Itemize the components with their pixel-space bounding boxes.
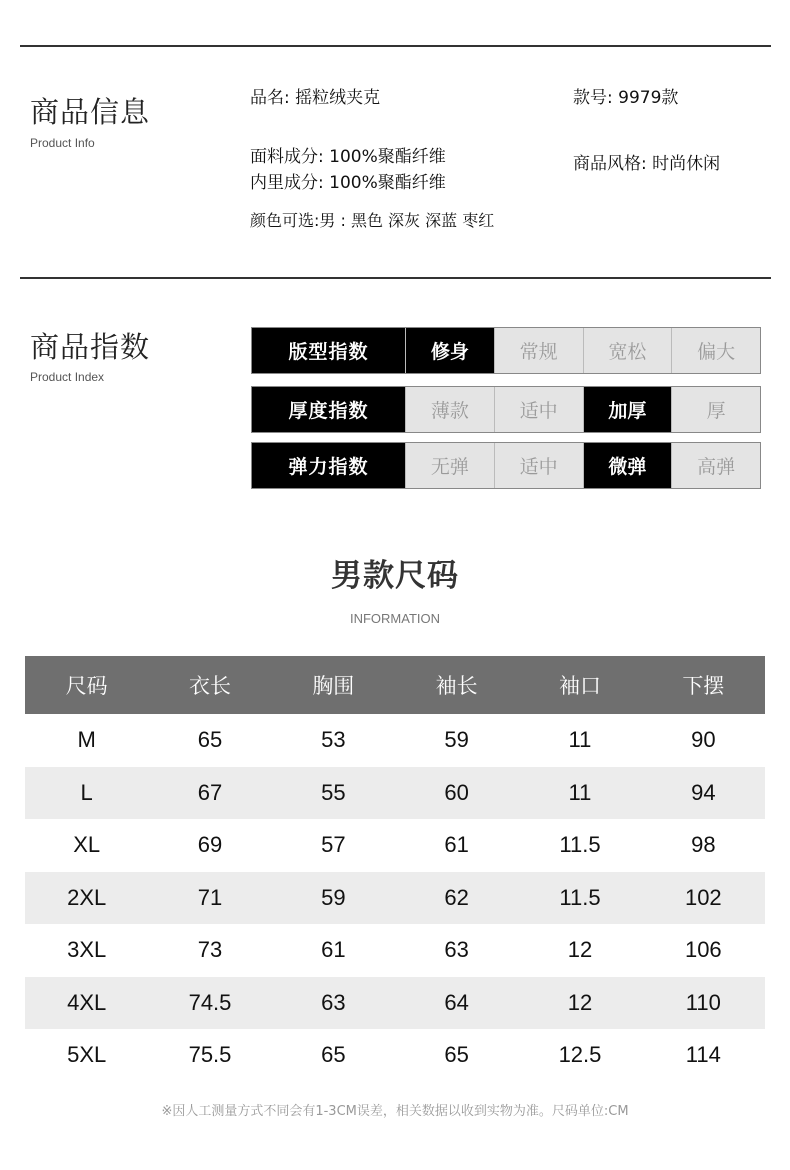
table-cell: 12 [518,977,641,1030]
index-label: 厚度指数 [252,387,405,432]
product-info-title: 商品信息 [30,95,151,129]
middle-divider [20,277,771,279]
column-header: 袖长 [395,656,518,714]
table-cell: 71 [148,872,271,925]
table-cell: 11 [568,727,592,753]
index-option: 薄款 [405,387,494,432]
table-cell: 69 [197,832,223,858]
size-chart-subtitle: INFORMATION [349,611,441,626]
table-cell: 4XL [25,977,148,1030]
table-cell: 65 [197,727,223,753]
thickness-index-row [251,386,761,433]
table-cell: 5XL [67,1042,107,1068]
table-cell: 11 [518,767,641,820]
table-cell: 62 [395,872,518,925]
table-row [25,924,765,977]
table-cell: 61 [321,937,346,963]
table-cell: 57 [321,832,346,858]
table-cell: L [25,767,148,820]
table-cell: 3XL [67,937,107,963]
product-style: 商品风格: 时尚休闲 [573,154,721,174]
column-header: 袖口 [518,656,641,714]
column-header: 衣长 [148,656,271,714]
table-cell: 2XL [25,872,148,925]
index-option-selected: 修身 [405,328,494,373]
table-cell: 75.5 [188,1042,232,1068]
table-cell: 53 [321,727,346,753]
table-cell: 65 [321,1042,346,1068]
table-cell: 55 [272,767,395,820]
index-option-selected: 加厚 [583,387,672,432]
size-table [25,656,765,1082]
table-row [25,819,765,872]
table-cell: 73 [197,937,223,963]
index-label: 版型指数 [252,328,405,373]
table-cell: 59 [272,872,395,925]
index-option: 厚 [671,387,760,432]
column-header: 胸围 [272,656,395,714]
size-chart-title: 男款尺码 [331,558,459,594]
table-cell: 90 [691,727,716,753]
top-divider [20,45,771,47]
index-option: 高弹 [671,443,760,488]
table-cell: 12.5 [558,1042,602,1068]
table-cell: 11.5 [559,832,601,858]
style-number: 款号: 9979款 [573,88,679,108]
product-name: 品名: 摇粒绒夹克 [250,88,381,108]
table-cell: 59 [444,727,469,753]
table-header-row [25,656,765,714]
table-row [25,872,765,925]
table-cell: 11.5 [518,872,641,925]
index-option-selected: 微弹 [583,443,672,488]
index-option: 偏大 [671,328,760,373]
table-cell: 64 [395,977,518,1030]
table-cell: 67 [148,767,271,820]
table-cell: 98 [691,832,716,858]
index-label: 弹力指数 [252,443,405,488]
table-cell: 12 [567,937,593,963]
table-cell: M [77,727,96,753]
table-cell: 102 [642,872,765,925]
table-cell: 65 [444,1042,469,1068]
table-row [25,977,765,1030]
table-cell: XL [73,832,101,858]
table-cell: 63 [444,937,469,963]
table-row [25,714,765,767]
table-cell: 110 [642,977,765,1030]
index-option: 适中 [494,443,583,488]
product-index-subtitle: Product Index [30,370,105,384]
index-option: 适中 [494,387,583,432]
table-cell: 63 [272,977,395,1030]
product-info-subtitle: Product Info [30,136,95,150]
product-index-title: 商品指数 [30,330,151,364]
table-cell: 106 [684,937,722,963]
index-option: 常规 [494,328,583,373]
column-header: 下摆 [642,656,765,714]
table-cell: 94 [642,767,765,820]
color-options: 颜色可选:男 : 黑色 深灰 深蓝 枣红 [250,211,495,230]
index-option: 无弹 [405,443,494,488]
table-row [25,767,765,820]
fit-index-row [251,327,761,374]
table-row [25,1029,765,1082]
index-option: 宽松 [583,328,672,373]
table-cell: 74.5 [148,977,271,1030]
measurement-note: ※因人工测量方式不同会有1-3CM误差，相关数据以收到实物为准。尺码单位:CM [161,1104,629,1119]
table-cell: 60 [395,767,518,820]
table-cell: 61 [444,832,469,858]
column-header: 尺码 [25,656,148,714]
elasticity-index-row [251,442,761,489]
table-cell: 114 [685,1042,721,1068]
fabric-composition: 面料成分: 100%聚酯纤维 [250,147,446,167]
lining-composition: 内里成分: 100%聚酯纤维 [250,173,446,193]
